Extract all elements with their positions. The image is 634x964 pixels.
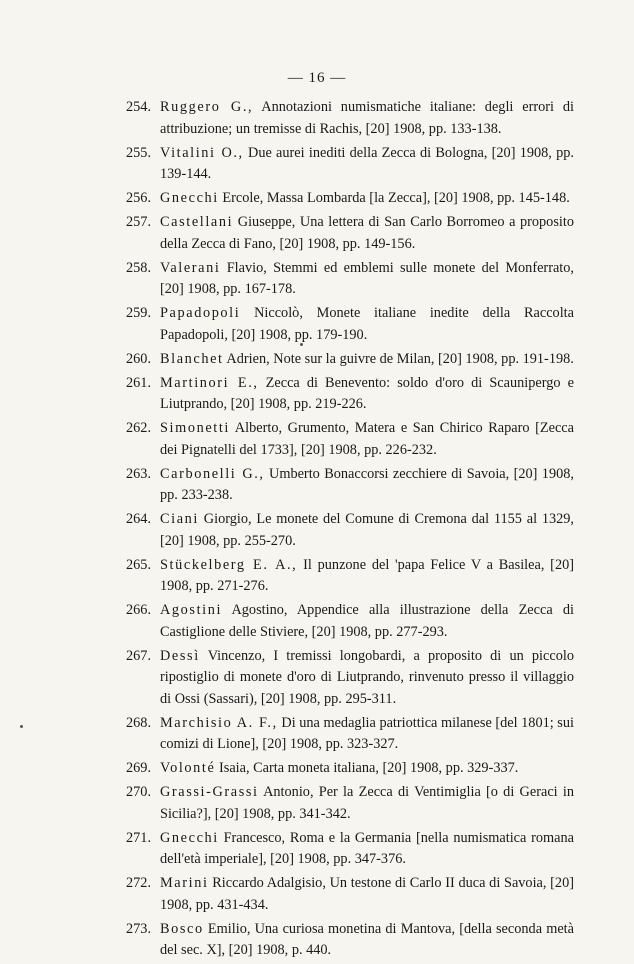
entry-author: Marini <box>160 875 209 891</box>
entry-text: Giorgio, Le monete del Comune di Cremona dal 1155 al 1329, [20] 1908, pp. 255-270. <box>160 511 574 549</box>
bibliography-entry <box>126 555 574 598</box>
entry-number: 263. <box>126 465 152 482</box>
bibliography-entry <box>126 464 574 507</box>
page-number: — 16 — <box>287 70 347 86</box>
entry-author: Blanchet <box>160 350 224 367</box>
bibliography-entry <box>126 782 574 825</box>
entry-text: Alberto, Grumento, Matera e San Chirico Raparo [Zecca dei Pignatelli del 1733], [20] 1908, pp. 226-232. <box>160 420 574 458</box>
entry-author: Martinori E., <box>160 374 259 391</box>
entry-text: Francesco, Roma e la Germania [nella numismatica romana dell'età imperiale], [20] 1908, pp. 347-376. <box>160 829 574 867</box>
bibliography-entry <box>126 600 574 643</box>
bibliography-entry <box>126 303 574 346</box>
entry-text: Zecca di Benevento: soldo d'oro di Scaunipergo e Liutprando, [20] 1908, pp. 219-226. <box>160 374 574 412</box>
entry-number: 268. <box>126 714 152 731</box>
entry-author: Valerani <box>160 259 221 276</box>
entry-text: Riccardo Adalgisio, Un testone di Carlo II duca di Savoia, [20] 1908, pp. 431-434. <box>160 875 574 913</box>
entry-text: Due aurei inediti della Zecca di Bologna, [20] 1908, pp. 139-144. <box>160 144 574 182</box>
entry-author: Bosco <box>160 920 204 937</box>
entry-number: 271. <box>126 829 152 846</box>
bibliography-entry <box>126 873 574 916</box>
entry-text: Isaia, Carta moneta italiana, [20] 1908, pp. 329-337. <box>215 760 519 776</box>
bibliography-entry <box>126 646 574 711</box>
ink-speck <box>300 343 303 346</box>
bibliography-entry <box>126 828 574 871</box>
entry-author: Gnecchi <box>160 190 219 206</box>
entry-number: 269. <box>126 760 152 776</box>
entry-author: Gnecchi <box>160 829 219 846</box>
entry-text: Annotazioni numismatiche italiane: degli errori di attribuzione; un tremisse di Rachis, [20] 1908, pp. 133-138. <box>160 99 574 137</box>
entry-number: 266. <box>126 602 152 618</box>
entry-number: 259. <box>126 305 152 321</box>
entry-text: Adrien, Note sur la guivre de Milan, [20] 1908, pp. 191-198. <box>223 350 574 367</box>
entry-author: Papadopoli <box>160 305 241 321</box>
entry-number: 257. <box>126 214 152 230</box>
bibliography-entry <box>126 713 574 756</box>
entry-author: Ciani <box>160 511 199 527</box>
bibliography-entry <box>126 97 574 140</box>
entry-author: Grassi-Grassi <box>160 784 259 800</box>
bibliography-list <box>126 97 574 964</box>
entry-author: Castellani <box>160 214 234 230</box>
entry-number: 254. <box>126 99 152 115</box>
entry-text: Niccolò, Monete italiane inedite della Raccolta Papadopoli, [20] 1908, pp. 179-190. <box>160 305 574 343</box>
bibliography-entry <box>126 758 574 780</box>
bibliography-entry <box>126 418 574 461</box>
entry-author: Dessì <box>160 647 200 664</box>
entry-text: Vincenzo, I tremissi longobardi, a proposito di un piccolo ripostiglio di monete d'oro di Liutprando, rinvenuto presso il villaggio di Ossi (Sassari), [20] 1908, pp. 295-311. <box>160 647 574 707</box>
entry-number: 256. <box>126 190 152 206</box>
entry-number: 261. <box>126 374 152 391</box>
ink-speck <box>20 725 23 728</box>
entry-text: Di una medaglia patriottica milanese [del 1801; sui comizi di Lione], [20] 1908, pp. 323-327. <box>160 714 574 752</box>
bibliography-entry <box>126 143 574 186</box>
entry-number: 267. <box>126 647 152 664</box>
bibliography-entry <box>126 349 574 371</box>
entry-author: Ruggero G., <box>160 99 254 115</box>
bibliography-entry <box>126 258 574 301</box>
entry-number: 258. <box>126 259 152 276</box>
entry-author: Carbonelli G., <box>160 465 265 482</box>
bibliography-entry <box>126 188 574 210</box>
entry-text: Giuseppe, Una lettera di San Carlo Borromeo a proposito della Zecca di Fano, [20] 1908, pp. 149-156. <box>160 214 574 252</box>
bibliography-entry <box>126 509 574 552</box>
entry-number: 273. <box>126 920 152 937</box>
entry-number: 255. <box>126 144 152 161</box>
bibliography-entry <box>126 373 574 416</box>
entry-number: 270. <box>126 784 152 800</box>
entry-text: Il punzone del 'papa Felice V a Basilea, [20] 1908, pp. 271-276. <box>160 556 574 594</box>
entry-text: Flavio, Stemmi ed emblemi sulle monete del Monferrato, [20] 1908, pp. 167-178. <box>160 259 574 297</box>
entry-number: 265. <box>126 556 152 573</box>
entry-author: Volonté <box>160 760 216 776</box>
entry-author: Marchisio A. F., <box>160 714 278 731</box>
entry-author: Vitalini O., <box>160 144 244 161</box>
entry-author: Stückelberg E. A., <box>160 556 298 573</box>
entry-text: Umberto Bonaccorsi zecchiere di Savoia, [20] 1908, pp. 233-238. <box>160 465 574 503</box>
entry-number: 264. <box>126 511 152 527</box>
entry-text: Agostino, Appendice alla illustrazione della Zecca di Castiglione delle Stiviere, [20] 1908, pp. 277-293. <box>160 602 574 640</box>
entry-number: 262. <box>126 420 152 436</box>
bibliography-entry <box>126 919 574 962</box>
entry-text: Ercole, Massa Lombarda [la Zecca], [20] 1908, pp. 145-148. <box>218 190 570 206</box>
entry-author: Simonetti <box>160 420 231 436</box>
entry-text: Emilio, Una curiosa monetina di Mantova, [della seconda metà del sec. X], [20] 1908, p. 440. <box>160 920 574 958</box>
entry-author: Agostini <box>160 602 223 618</box>
bibliography-entry <box>126 212 574 255</box>
entry-number: 260. <box>126 350 152 367</box>
entry-text: Antonio, Per la Zecca di Ventimiglia [o di Geraci in Sicilia?], [20] 1908, pp. 341-342. <box>160 784 574 822</box>
entry-number: 272. <box>126 875 152 891</box>
